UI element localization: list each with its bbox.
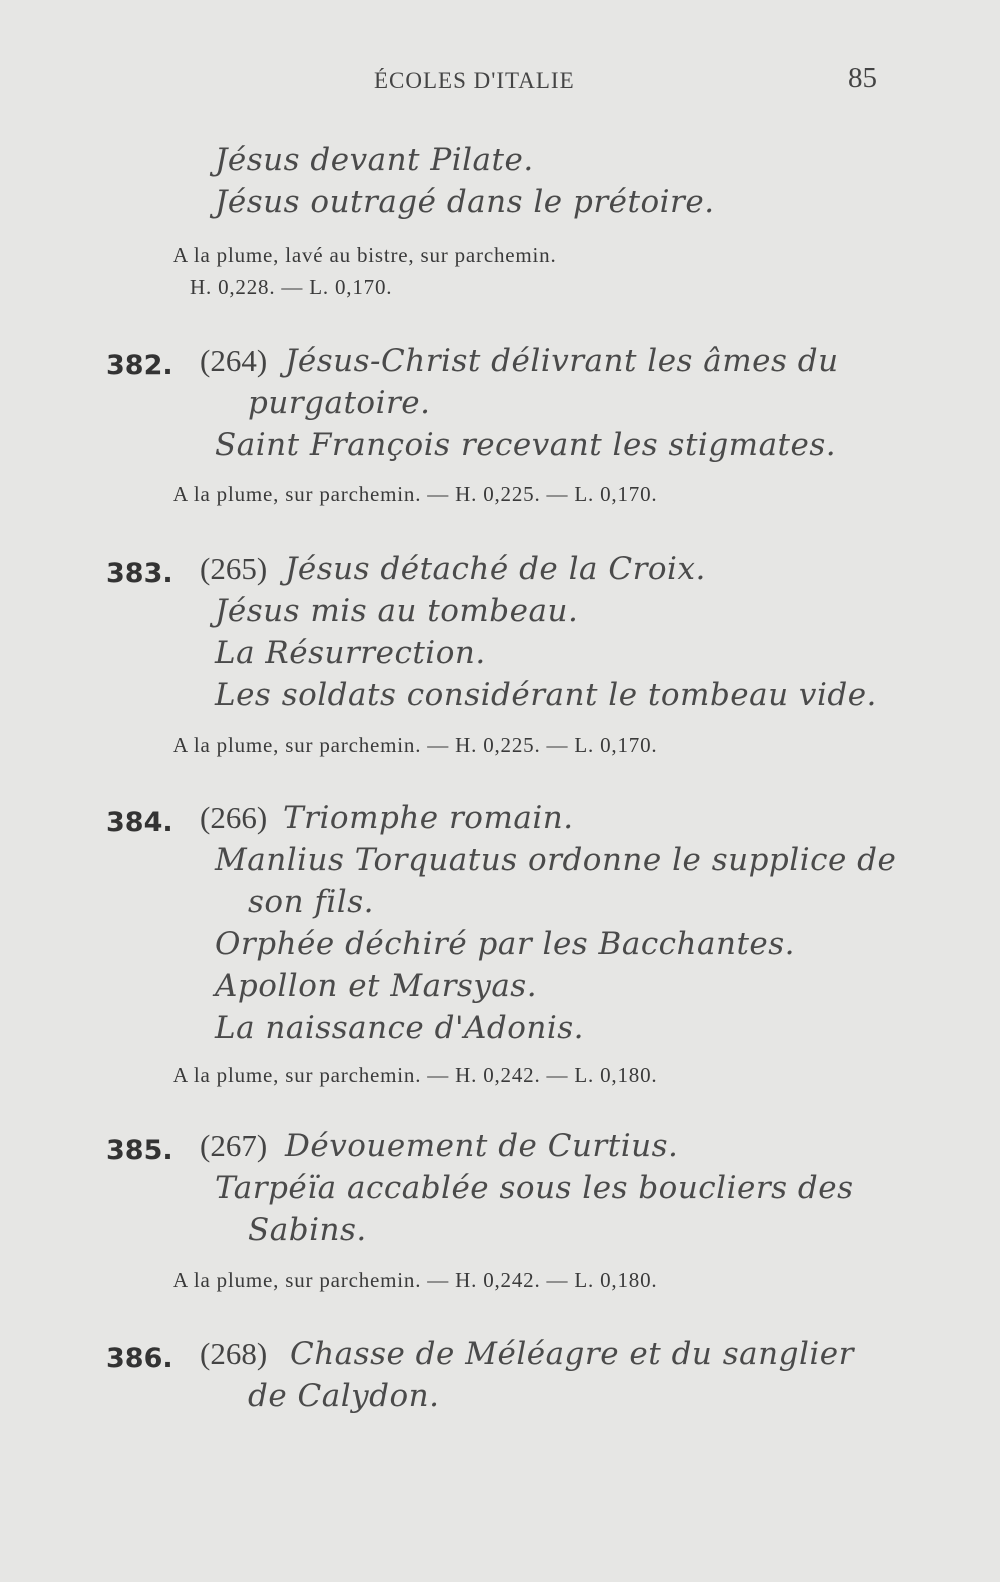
entry-reference: (267) bbox=[200, 1128, 268, 1163]
entry-number: 383. bbox=[106, 558, 173, 589]
artwork-title: La naissance d'Adonis. bbox=[215, 1010, 585, 1046]
running-header: ÉCOLES D'ITALIE bbox=[374, 68, 575, 93]
entry-number: 385. bbox=[106, 1135, 173, 1166]
entry-number: 382. bbox=[106, 350, 173, 381]
technique-note: A la plume, sur parchemin. — H. 0,225. — L. 0,170. bbox=[173, 733, 658, 757]
entry-reference: (266) bbox=[200, 800, 268, 835]
artwork-title: Jésus mis au tombeau. bbox=[215, 593, 579, 629]
artwork-title: Jésus détaché de la Croix. bbox=[285, 551, 706, 587]
artwork-title: Jésus devant Pilate. bbox=[215, 142, 534, 178]
entry-reference: (264) bbox=[200, 343, 268, 378]
technique-note: A la plume, sur parchemin. — H. 0,242. — L. 0,180. bbox=[173, 1063, 658, 1087]
artwork-title: Chasse de Méléagre et du sanglier bbox=[290, 1336, 854, 1372]
artwork-title: Saint François recevant les stigmates. bbox=[215, 427, 837, 463]
artwork-title: Triomphe romain. bbox=[283, 800, 574, 836]
technique-note: A la plume, lavé au bistre, sur parchemin. bbox=[173, 243, 557, 267]
dimensions-note: H. 0,228. — L. 0,170. bbox=[190, 275, 393, 299]
artwork-title: Sabins. bbox=[248, 1212, 367, 1248]
artwork-title: Apollon et Marsyas. bbox=[215, 968, 538, 1004]
artwork-title: Jésus outragé dans le prétoire. bbox=[215, 184, 715, 220]
artwork-title: La Résurrection. bbox=[215, 635, 486, 671]
entry-number: 386. bbox=[106, 1343, 173, 1374]
page-number: 85 bbox=[848, 62, 877, 94]
entry-number: 384. bbox=[106, 807, 173, 838]
artwork-title: purgatoire. bbox=[248, 385, 431, 421]
artwork-title: Tarpéïa accablée sous les boucliers des bbox=[215, 1170, 854, 1206]
artwork-title: Dévouement de Curtius. bbox=[285, 1128, 679, 1164]
artwork-title: son fils. bbox=[248, 884, 374, 920]
artwork-title: de Calydon. bbox=[248, 1378, 440, 1414]
technique-note: A la plume, sur parchemin. — H. 0,242. — L. 0,180. bbox=[173, 1268, 658, 1292]
technique-note: A la plume, sur parchemin. — H. 0,225. — L. 0,170. bbox=[173, 482, 658, 506]
artwork-title: Orphée déchiré par les Bacchantes. bbox=[215, 926, 796, 962]
entry-reference: (268) bbox=[200, 1336, 268, 1371]
entry-reference: (265) bbox=[200, 551, 268, 586]
artwork-title: Jésus-Christ délivrant les âmes du bbox=[285, 343, 839, 379]
artwork-title: Les soldats considérant le tombeau vide. bbox=[215, 677, 877, 713]
artwork-title: Manlius Torquatus ordonne le supplice de bbox=[215, 842, 897, 878]
